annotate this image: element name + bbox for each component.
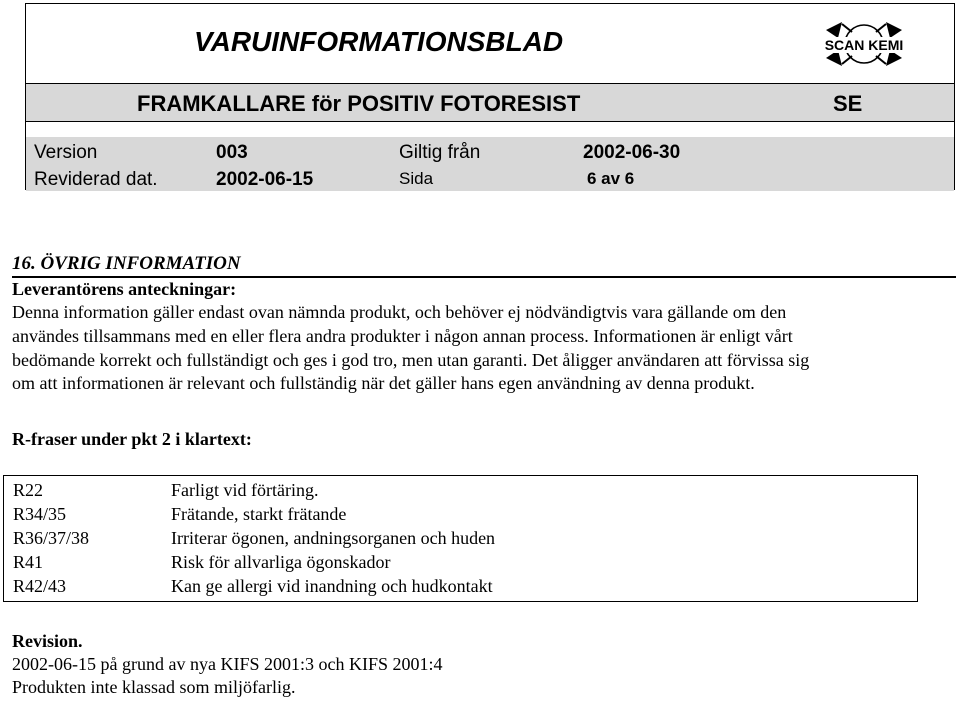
notes-line: Denna information gäller endast ovan nämnda produkt, och behöver ej nödvändigtvis vara gällande om den [12,302,787,322]
document-title: VARUINFORMATIONSBLAD [194,26,564,57]
logo-text: SCAN KEMI [824,37,904,53]
revision-heading: Revision. [12,631,83,651]
r-text: Farligt vid förtäring. [171,480,319,500]
r-phrases-table [3,475,918,602]
revised-value: 2002-06-15 [216,169,314,190]
r-code: R41 [13,552,44,572]
country-code: SE [833,91,863,116]
r-code: R34/35 [13,504,67,524]
revised-label: Reviderad dat. [34,169,158,190]
version-label: Version [34,142,98,163]
page-label: Sida [399,169,434,188]
r-text: Risk för allvarliga ögonskador [171,552,391,572]
revision-text [12,653,952,698]
logo-graphic [798,10,930,78]
r-text: Kan ge allergi vid inandning och hudkontakt [171,576,493,596]
revision-line: 2002-06-15 på grund av nya KIFS 2001:3 och KIFS 2001:4 [12,654,443,674]
document-header [25,3,955,190]
r-code: R22 [13,480,44,500]
page-value: 6 av 6 [587,169,635,188]
r-text: Irriterar ögonen, andningsorganen och huden [171,528,496,548]
r-code: R36/37/38 [13,528,90,548]
section-divider [12,276,956,278]
product-name: FRAMKALLARE för POSITIV FOTORESIST [137,91,581,116]
supplier-notes [12,279,952,396]
supplier-notes-heading: Leverantörens anteckningar: [12,279,237,299]
r-phrases-heading: R-fraser under pkt 2 i klartext: [12,429,252,449]
header-title-row [26,4,954,83]
revision-line: Produkten inte klassad som miljöfarlig. [12,676,296,697]
r-code: R42/43 [13,576,67,596]
header-revised-row [26,164,954,191]
supplier-notes-text [12,301,952,396]
notes-line: användes tillsammans med en eller flera andra produkter i någon annan process. Informationen är enligt vårt [12,325,793,346]
notes-line: bedömande korrekt och fullständigt och ges i god tro, men utan garanti. Det åligger användaren att förvissa sig [12,349,810,370]
header-product-row [26,83,954,122]
scan-kemi-logo [798,10,930,78]
revision-block [12,631,952,698]
section-heading: 16. ÖVRIG INFORMATION [12,253,241,274]
header-version-row [26,137,954,164]
r-text: Frätande, starkt frätande [171,504,347,524]
valid-from-label: Giltig från [399,142,481,163]
notes-line: om att informationen är relevant och fullständig när det gäller hans egen användning av denna produkt. [12,373,755,394]
valid-from-value: 2002-06-30 [583,142,681,163]
version-value: 003 [216,142,248,163]
